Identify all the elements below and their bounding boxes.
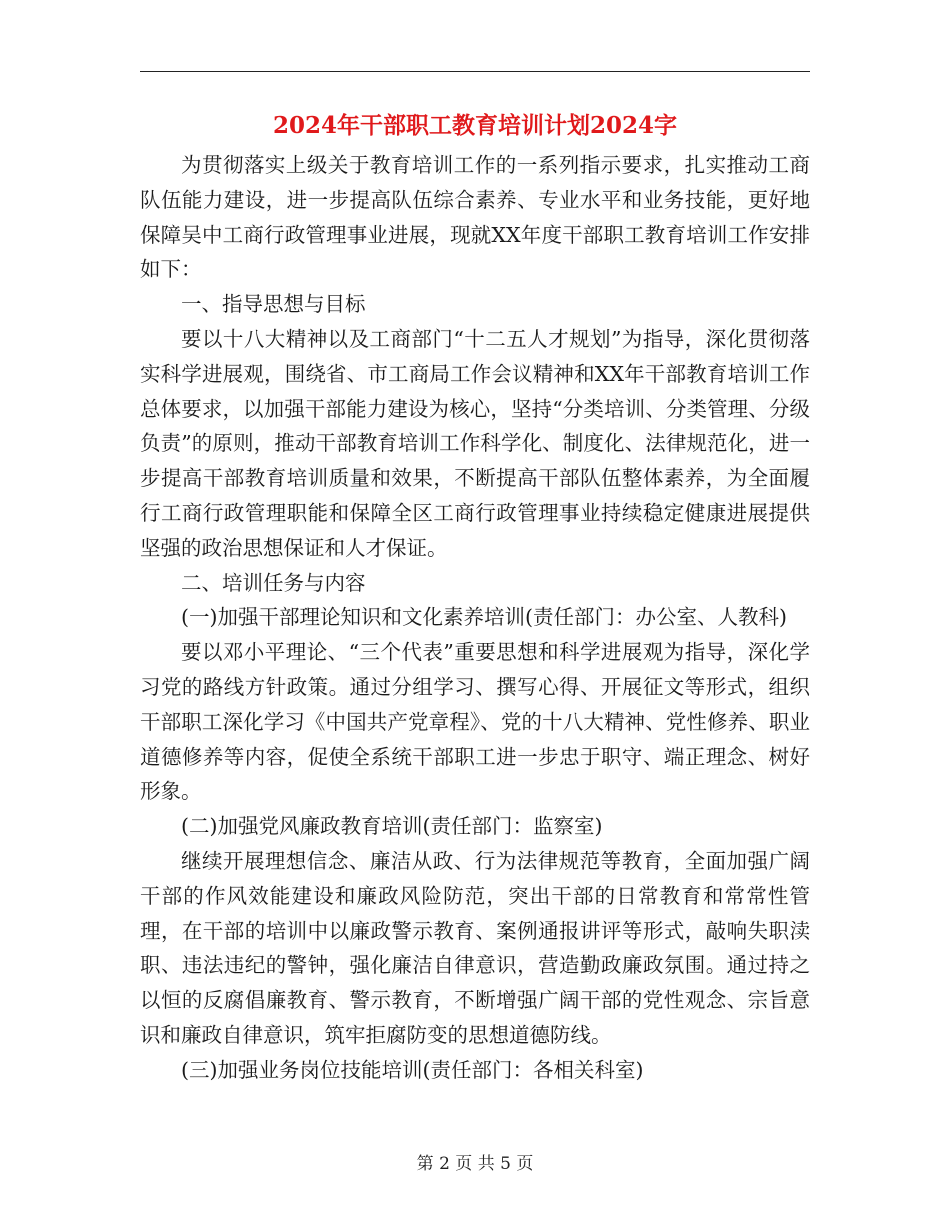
paragraph-guiding-ideology: 要以十八大精神以及工商部门“十二五人才规划”为指导，深化贯彻落实科学进展观，围绕省、市工商局工作会议精神和XX年干部教育培训工作总体要求，以加强干部能力建设为核心，坚持“分类培训、分类管理、分级负责”的原则，推动干部教育培训工作科学化、制度化、法律规范化，进一步提高干部教育培训质量和效果，不断提高干部队伍整体素养，为全面履行工商行政管理职能和保障全区工商行政管理事业持续稳定健康进展提供坚强的政治思想保证和人才保证。 [140,326,810,560]
paragraph-intro: 为贯彻落实上级关于教育培训工作的一系列指示要求，扎实推动工商队伍能力建设，进一步提高队伍综合素养、专业水平和业务技能，更好地保障吴中工商行政管理事业进展，现就XX年度干部职工教育培训工作安排如下： [140,153,810,282]
subheading-theory-training: (一)加强干部理论知识和文化素养培训(责任部门：办公室、人教科) [181,605,787,630]
document-body [140,148,810,1088]
document-title: 2024年干部职工教育培训计划2024字 [272,112,678,139]
paragraph-theory-training: 要以邓小平理论、“三个代表”重要思想和科学进展观为指导，深化学习党的路线方针政策。通过分组学习、撰写心得、开展征文等形式，组织干部职工深化学习《中国共产党章程》、党的十八大精神、党性修养、职业道德修养等内容，促使全系统干部职工进一步忠于职守、端正理念、树好形象。 [140,640,810,804]
paragraph-integrity-training: 继续开展理想信念、廉洁从政、行为法律规范等教育，全面加强广阔干部的作风效能建设和廉政风险防范，突出干部的日常教育和常常性管理，在干部的培训中以廉政警示教育、案例通报讲评等形式，敲响失职渎职、违法违纪的警钟，强化廉洁自律意识，营造勤政廉政氛围。通过持之以恒的反腐倡廉教育、警示教育，不断增强广阔干部的党性观念、宗旨意识和廉政自律意识，筑牢拒腐防变的思想道德防线。 [140,848,810,1047]
page-number: 第 2 页 共 5 页 [416,1154,534,1174]
subheading-integrity-training: (二)加强党风廉政教育培训(责任部门：监察室) [181,814,603,839]
heading-training-tasks: 二、培训任务与内容 [181,570,366,595]
header-rule [140,71,810,72]
subheading-skills-training: (三)加强业务岗位技能培训(责任部门：各相关科室) [181,1057,644,1082]
heading-guiding-ideology: 一、指导思想与目标 [181,292,366,317]
